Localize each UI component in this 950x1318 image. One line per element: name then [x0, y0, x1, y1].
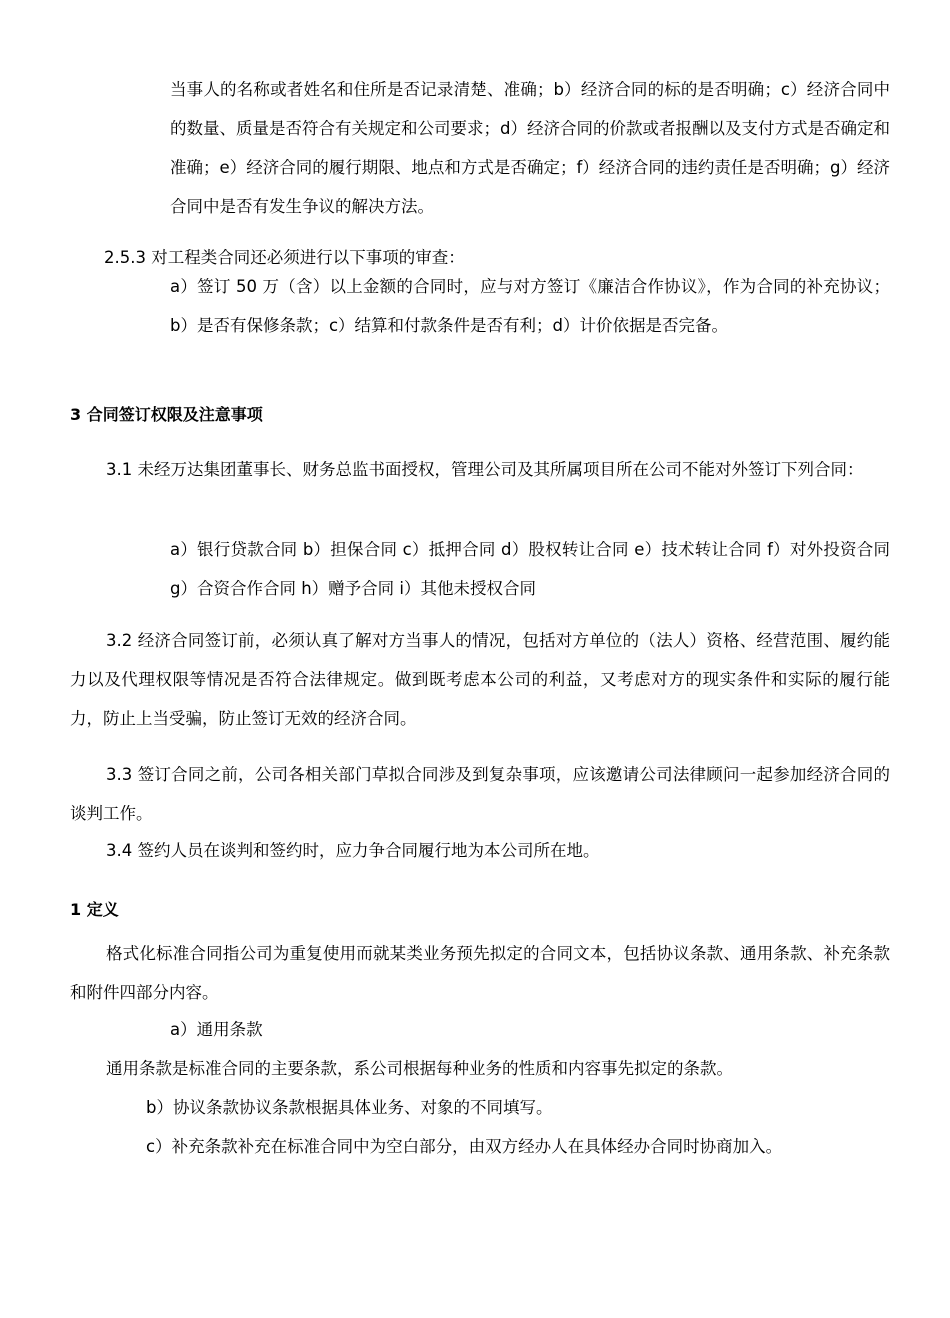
clause-3-2: 3.2 经济合同签订前，必须认真了解对方当事人的情况，包括对方单位的（法人）资格、经营范围、履约能力以及代理权限等情况是否符合法律规定。做到既考虑本公司的利益，又考虑对方的现实条件和实际的履行能力，防止上当受骗，防止签订无效的经济合同。: [70, 631, 890, 728]
list-item-a: a）通用条款: [170, 1020, 263, 1039]
list-item-c: c）补充条款补充在标准合同中为空白部分，由双方经办人在具体经办合同时协商加入。: [146, 1137, 783, 1156]
clause-3-1-items: a）银行贷款合同 b）担保合同 c）抵押合同 d）股权转让合同 e）技术转让合同 f）对外投资合同 g）合资合作合同 h）赠予合同 i）其他未授权合同: [170, 540, 890, 598]
section-1-heading: 1 定义: [70, 900, 119, 919]
clause-3-4: 3.4 签约人员在谈判和签约时，应力争合同履行地为本公司所在地。: [106, 841, 600, 860]
list-item-b: b）协议条款协议条款根据具体业务、对象的不同填写。: [146, 1098, 553, 1117]
section-2-5-3-items: a）签订 50 万（含）以上金额的合同时，应与对方签订《廉洁合作协议》，作为合同的补充协议；b）是否有保修条款；c）结算和付款条件是否有利；d）计价依据是否完备。: [170, 277, 890, 335]
continuation-paragraph: 当事人的名称或者姓名和住所是否记录清楚、准确；b）经济合同的标的是否明确；c）经济合同中的数量、质量是否符合有关规定和公司要求；d）经济合同的价款或者报酬以及支付方式是否确定和准确；e）经济合同的履行期限、地点和方式是否确定；f）经济合同的违约责任是否明确；g）经济合同中是否有发生争议的解决方法。: [170, 80, 890, 216]
list-item-a-description: 通用条款是标准合同的主要条款，系公司根据每种业务的性质和内容事先拟定的条款。: [106, 1059, 733, 1078]
clause-3-3: 3.3 签订合同之前，公司各相关部门草拟合同涉及到复杂事项，应该邀请公司法律顾问一起参加经济合同的谈判工作。: [70, 765, 890, 823]
section-2-5-3-heading: 2.5.3 对工程类合同还必须进行以下事项的审查：: [104, 248, 465, 267]
clause-3-1: 3.1 未经万达集团董事长、财务总监书面授权，管理公司及其所属项目所在公司不能对外签订下列合同：: [106, 460, 864, 479]
section-3-heading: 3 合同签订权限及注意事项: [70, 405, 263, 424]
definition-paragraph: 格式化标准合同指公司为重复使用而就某类业务预先拟定的合同文本，包括协议条款、通用条款、补充条款和附件四部分内容。: [70, 944, 890, 1002]
